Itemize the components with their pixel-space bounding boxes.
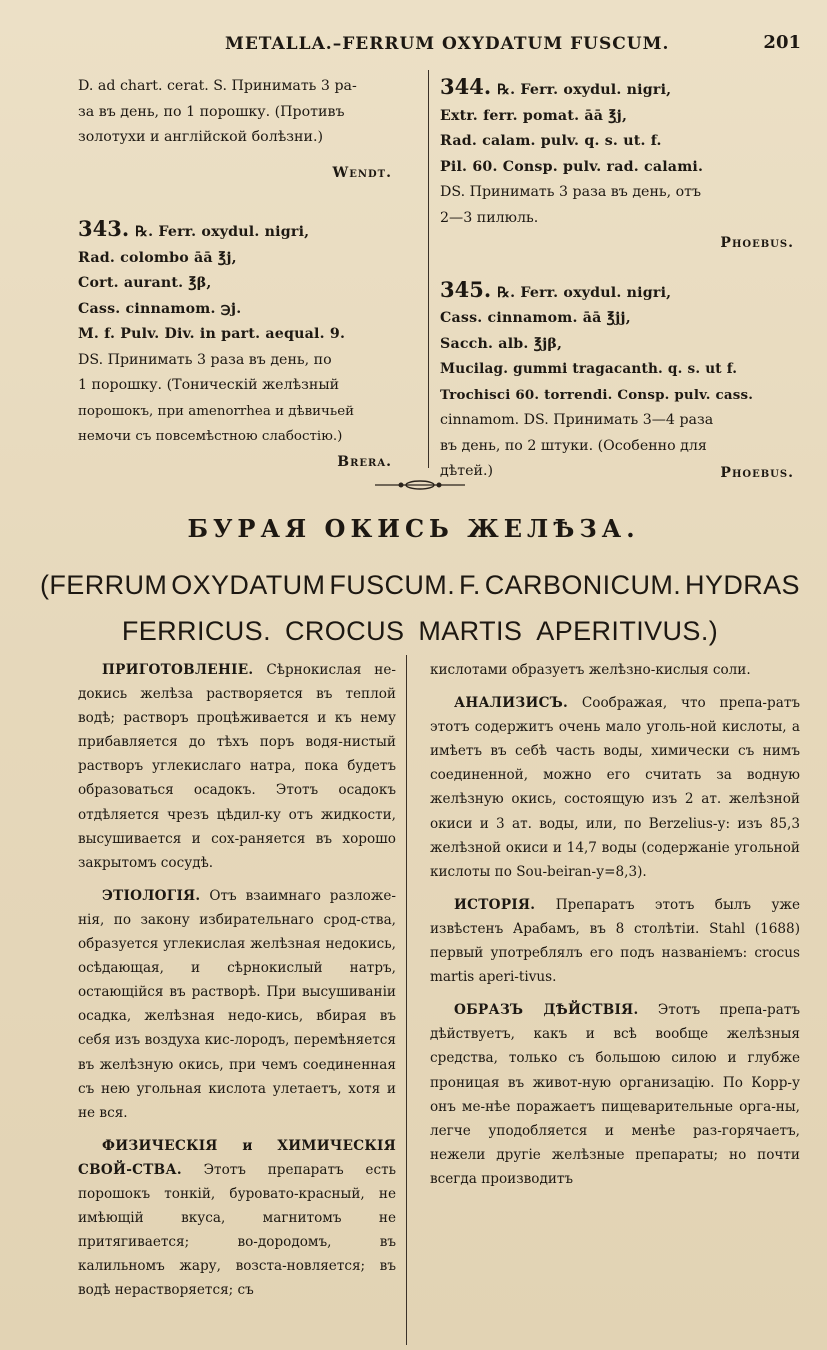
recipe-343-first-line bbox=[78, 216, 398, 246]
recipe-344-first-line bbox=[440, 74, 800, 104]
paragraph-heading: ПРИГОТОВЛЕНІЕ. bbox=[102, 662, 254, 678]
ornament-divider bbox=[375, 478, 465, 492]
subtitle-word: HYDRAS bbox=[685, 570, 800, 600]
paragraph-text: Препаратъ этотъ былъ уже извѣстенъ Арабамъ, въ 8 столѣтіи. Stahl (1688) первый употреблялъ его подъ названіемъ: crocus martis aperi-tivus. bbox=[430, 896, 800, 986]
recipe-line: ℞. Ferr. oxydul. nigri, bbox=[497, 82, 672, 98]
recipe-line: Sacch. alb. ℥jβ, bbox=[440, 335, 563, 352]
recipe-line: въ день, по 2 штуки. (Особенно для bbox=[440, 437, 707, 454]
paragraph-heading: ИСТОРІЯ. bbox=[454, 896, 536, 913]
recipe-345-first-line bbox=[440, 277, 800, 307]
subtitle-line-1 bbox=[40, 562, 800, 608]
recipe-line: M. f. Pulv. Div. in part. aequal. 9. bbox=[78, 326, 346, 342]
recipe-line: Cass. cinnamom. ℈j. bbox=[78, 300, 242, 317]
paragraph-properties bbox=[78, 1134, 396, 1303]
subtitle-word: FERRICUS. bbox=[121, 616, 271, 646]
paragraph-text: Соображая, что препа-ратъ этотъ содержитъ очень мало уголь-ной кислоты, а имѣетъ въ себѣ часть воды, химически съ нимъ соединенной, можно его считать за водную желѣзную окись, состоящую изъ 2 ат. желѣзной окиси и 3 ат. воды, или, по Berzelius-у: изъ 85,3 желѣзной окиси и 14,7 воды (содержаніе угольной кислоты по Sou-beiran-у=8,3). bbox=[430, 695, 800, 880]
recipe-number: 345. bbox=[440, 276, 492, 302]
paragraph-text: Сѣрнокислая не-докись желѣза растворяется въ теплой водѣ; растворъ процѣживается и къ нему прибавляется до тѣхъ поръ водя-нистый растворъ углекислаго натра, пока будетъ образоваться осадокъ. Этотъ осадокъ отдѣляется чрезъ цѣдил-ку отъ жидкости, высушивается и сох-раняется въ хорошо закрытомъ сосудѣ. bbox=[78, 662, 396, 871]
recipe-author: Phoebus. bbox=[720, 464, 794, 481]
recipe-line: за въ день, по 1 порошку. (Противъ bbox=[78, 103, 345, 120]
paragraph-analysis bbox=[430, 691, 800, 884]
subtitle-word: MARTIS bbox=[418, 616, 523, 646]
recipe-line: порошокъ, при amenorrhea и дѣвичьей bbox=[78, 403, 355, 419]
recipe-line: 2—3 пилюль. bbox=[440, 209, 539, 226]
paragraph-heading: ОБРАЗЪ ДѢЙСТВІЯ. bbox=[454, 1002, 639, 1019]
paragraph-heading: АНАЛИЗИСЪ. bbox=[454, 695, 569, 712]
recipe-line: немочи съ повсемѣстною слабостію.) bbox=[78, 429, 343, 444]
column-rule-top bbox=[428, 70, 429, 468]
recipe-number: 343. bbox=[78, 216, 130, 241]
paragraph-heading: ФИЗИЧЕСКІЯ и ХИМИЧЕСКІЯ СВОЙ-СТВА. bbox=[78, 1137, 396, 1178]
recipe-line: дѣтей.) bbox=[440, 463, 494, 479]
column-rule-body bbox=[406, 655, 407, 1345]
paragraph-continuation bbox=[430, 658, 800, 682]
subtitle-word: CROCUS bbox=[284, 616, 405, 646]
running-title: METALLA.–FERRUM OXYDATUM FUSCUM. bbox=[225, 34, 670, 54]
recipe-line: Trochisci 60. torrendi. Consp. pulv. cass. bbox=[440, 386, 754, 403]
recipe-author: Wendt. bbox=[332, 164, 392, 181]
section-subtitle bbox=[40, 562, 800, 654]
subtitle-word: APERITIVUS.) bbox=[536, 616, 719, 646]
recipe-line: 1 порошку. (Тоническій желѣзный bbox=[78, 377, 340, 393]
running-head bbox=[0, 34, 827, 60]
recipe-line: Cass. cinnamom. āā ℥jj, bbox=[440, 310, 631, 326]
body-column-left bbox=[78, 658, 396, 1311]
subtitle-word: FUSCUM. bbox=[329, 570, 456, 600]
subtitle-line-2 bbox=[40, 608, 800, 654]
recipe-line: cinnamom. DS. Принимать 3—4 раза bbox=[440, 412, 714, 428]
body-column-right bbox=[430, 658, 800, 1200]
recipe-author: Phoebus. bbox=[720, 235, 794, 251]
paragraph-text: Отъ взаимнаго разложе-нія, по закону избирательнаго срод-ства, образуется углекислая желѣзная недокись, осѣдающая, и сѣрнокислый натръ, остающійся въ растворѣ. При высушиваніи осадка, желѣзная недо-кись, вбирая въ себя изъ воздуха кис-лородъ, перемѣняется въ желѣзную окись, при чемъ соединенная съ нею угольная кислота улетаетъ, хотя и не вся. bbox=[78, 887, 396, 1121]
recipe-line: ℞. Ferr. oxydul. nigri, bbox=[135, 224, 310, 240]
recipe-line: Rad. calam. pulv. q. s. ut. f. bbox=[440, 133, 662, 149]
recipe-line: Extr. ferr. pomat. āā ℥j, bbox=[440, 107, 628, 124]
subtitle-word: OXYDATUM bbox=[171, 570, 326, 600]
recipe-line: D. ad chart. cerat. S. Принимать 3 ра- bbox=[78, 78, 357, 94]
recipe-column-right bbox=[440, 74, 800, 486]
recipe-line: Cort. aurant. ℥β, bbox=[78, 275, 212, 291]
recipe-line: DS. Принимать 3 раза въ день, по bbox=[78, 351, 332, 368]
subtitle-word: (FERRUM bbox=[40, 570, 168, 600]
recipe-number: 344. bbox=[440, 74, 492, 99]
recipe-line: Pil. 60. Consp. pulv. rad. calami. bbox=[440, 158, 704, 175]
recipe-line: DS. Принимать 3 раза въ день, отъ bbox=[440, 184, 702, 200]
paragraph-text: кислотами образуетъ желѣзно-кислыя соли. bbox=[430, 662, 751, 678]
subtitle-word: CARBONICUM. bbox=[484, 570, 682, 600]
paragraph-preparation bbox=[78, 658, 396, 875]
recipe-column-left bbox=[78, 74, 398, 475]
paragraph-action bbox=[430, 998, 800, 1191]
paragraph-text: Этотъ препаратъ есть порошокъ тонкій, буровато-красный, не имѣющій вкуса, магнитомъ не притягивается; во-дородомъ, въ калильномъ жару, возста-новляется; въ водѣ нерастворяется; съ bbox=[78, 1161, 396, 1299]
paragraph-heading: ЭТІОЛОГІЯ. bbox=[102, 887, 201, 904]
paragraph-etiology bbox=[78, 884, 396, 1125]
section-title: БУРАЯ ОКИСЬ ЖЕЛѢЗА. bbox=[187, 514, 640, 543]
recipe-line: золотухи и англійской болѣзни.) bbox=[78, 129, 323, 145]
recipe-line: ℞. Ferr. oxydul. nigri, bbox=[497, 284, 672, 301]
subtitle-word: F. bbox=[459, 570, 481, 600]
recipe-author: Brera. bbox=[337, 453, 392, 470]
page-number: 201 bbox=[763, 32, 801, 53]
paragraph-history bbox=[430, 893, 800, 989]
recipe-line: Rad. colombo āā ℥j, bbox=[78, 249, 237, 266]
paragraph-text: Этотъ препа-ратъ дѣйствуетъ, какъ и всѣ вообще желѣзныя средства, только съ большою силою и глубже проницая въ живот-ную организацію. По Корр-у онъ ме-нѣе поражаетъ пищеварительные орга-ны, легче уподобляется и менѣе раз-горячаетъ, нежели другіе желѣзные препараты; но почти всегда производитъ bbox=[430, 1002, 801, 1187]
recipe-line: Mucilag. gummi tragacanth. q. s. ut f. bbox=[440, 361, 738, 377]
